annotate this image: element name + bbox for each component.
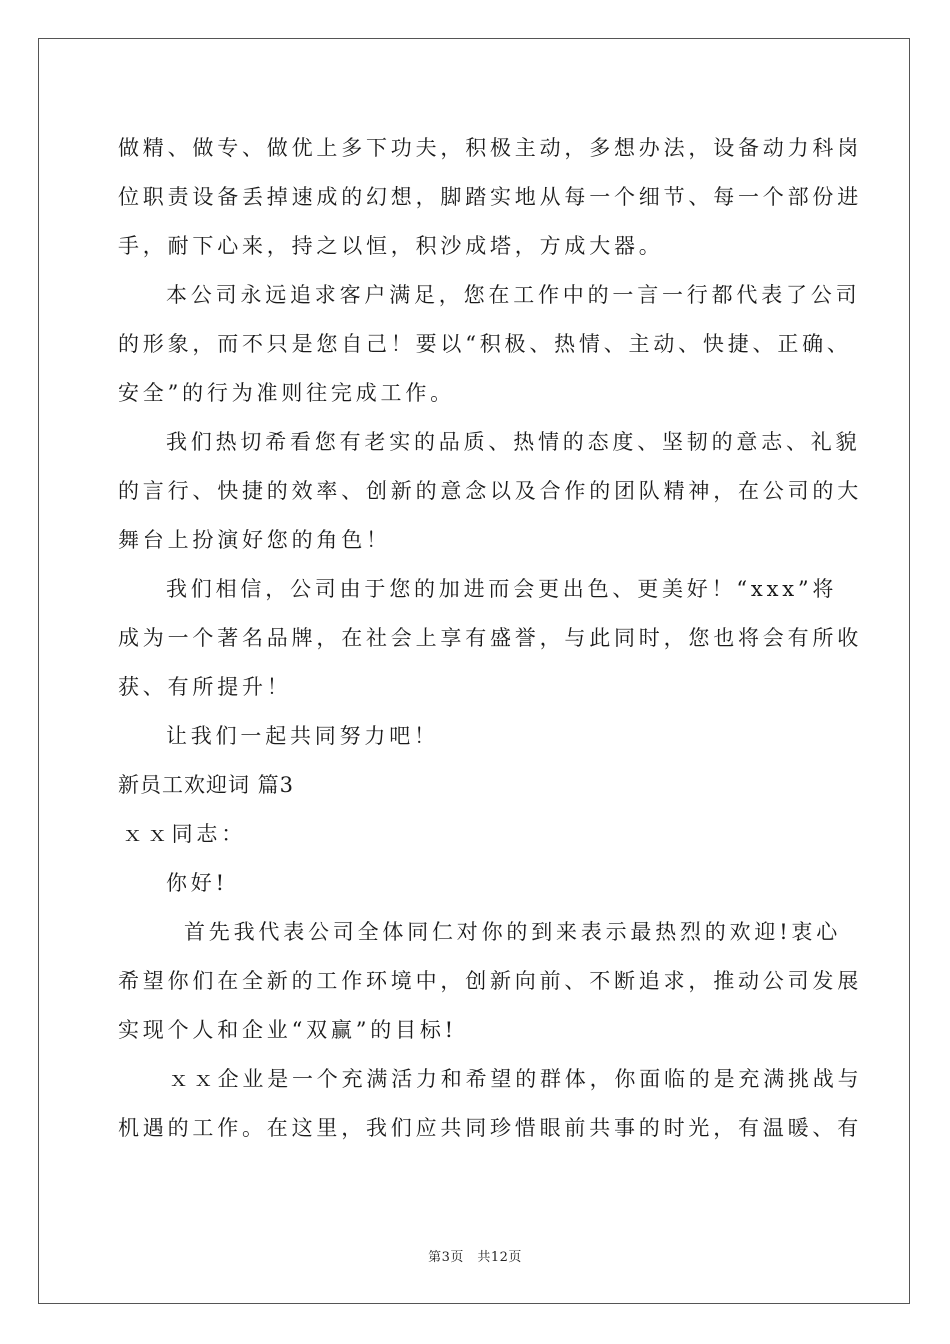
- text-line: 位职责设备丢掉速成的幻想，脚踏实地从每一个细节、每一个部份进: [118, 185, 862, 209]
- text-line: 手，耐下心来，持之以恒，积沙成塔，方成大器。: [118, 234, 664, 258]
- document-body: [118, 124, 863, 1153]
- paragraph-start-line: 本公司永远追求客户满足，您在工作中的一言一行都代表了公司: [166, 283, 861, 307]
- text-line: 安全”的行为准则往完成工作。: [118, 381, 455, 405]
- greeting-line: 你好!: [166, 871, 228, 895]
- salutation-line: ｘｘ同志：: [122, 822, 246, 846]
- text-line: 成为一个著名品牌，在社会上享有盛誉，与此同时，您也将会有所收: [118, 626, 862, 650]
- paragraph-start-line: 让我们一起共同努力吧！: [166, 724, 439, 748]
- text-line: 机遇的工作。在这里，我们应共同珍惜眼前共事的时光，有温暖、有: [118, 1116, 862, 1140]
- text-line: 希望你们在全新的工作环境中，创新向前、不断追求，推动公司发展: [118, 969, 862, 993]
- text-line: 的言行、快捷的效率、创新的意念以及合作的团队精神，在公司的大: [118, 479, 862, 503]
- section-heading: 新员工欢迎词 篇3: [118, 773, 295, 797]
- paragraph-start-line: 我们热切希看您有老实的品质、热情的态度、坚韧的意志、礼貌: [166, 430, 861, 454]
- text-line: 实现个人和企业“双赢”的目标!: [118, 1018, 457, 1042]
- paragraph-start-line: 我们相信，公司由于您的加进而会更出色、更美好！“xxx”将: [166, 577, 838, 601]
- text-line: 舞台上扮演好您的角色！: [118, 528, 391, 552]
- text-line: 获、有所提升！: [118, 675, 292, 699]
- paragraph-start-line: 首先我代表公司全体同仁对你的到来表示最热烈的欢迎!衷心: [184, 920, 842, 944]
- page-number-footer: 第3页 共12页: [428, 1250, 522, 1265]
- text-line: 的形象，而不只是您自己！要以“积极、热情、主动、快捷、正确、: [118, 332, 852, 356]
- paragraph-start-line: ｘｘ企业是一个充满活力和希望的群体，你面临的是充满挑战与: [168, 1067, 863, 1091]
- text-line: 做精、做专、做优上多下功夫，积极主动，多想办法，设备动力科岗: [118, 136, 862, 160]
